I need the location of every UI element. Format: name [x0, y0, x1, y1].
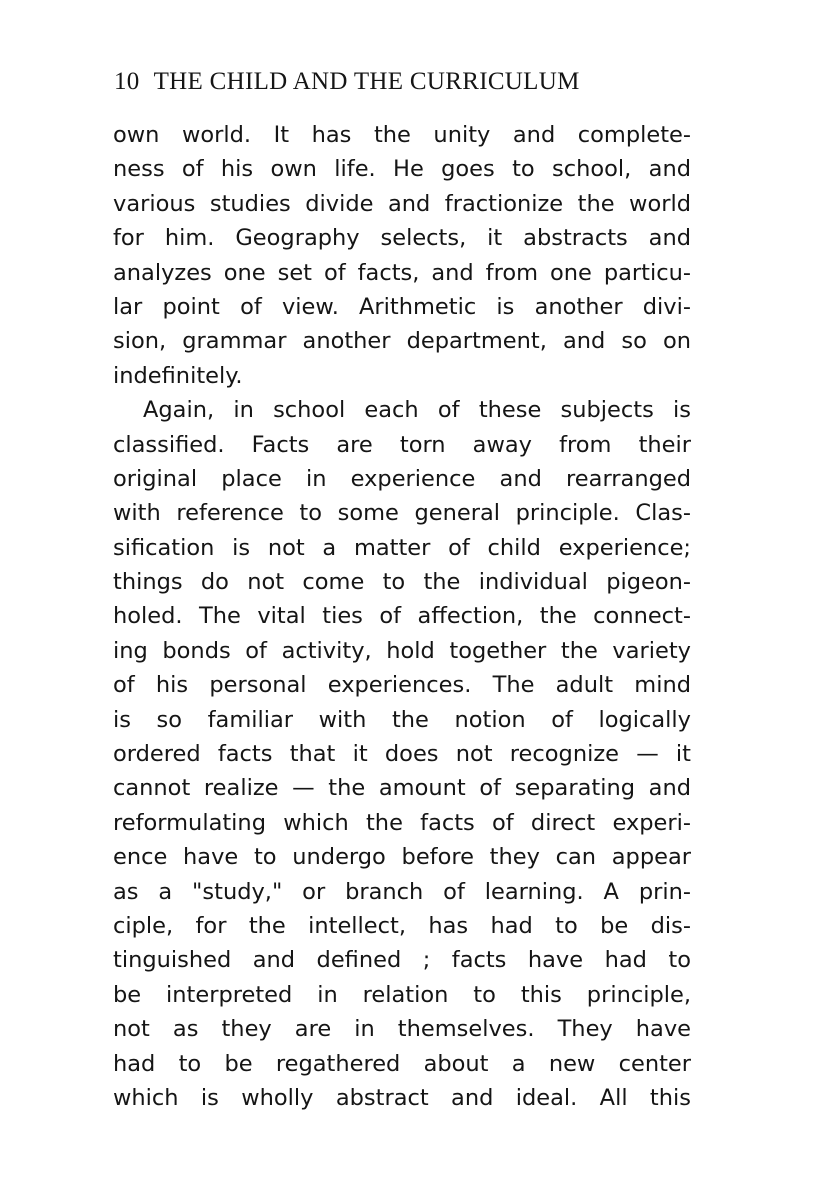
text-line: various studies divide and fractionize the world [113, 190, 691, 217]
text-line: for him. Geography selects, it abstracts and [113, 225, 691, 252]
text-line: things do not come to the individual pigeon- [113, 569, 691, 596]
text-line: which is wholly abstract and ideal. All this [113, 1084, 691, 1111]
text-line: ciple, for the intellect, has had to be dis- [113, 912, 691, 939]
paragraph-first-line: Again, in school each of these subjects is [143, 397, 691, 424]
body-text [113, 118, 691, 1115]
text-line: reformulating which the facts of direct experi- [113, 809, 691, 836]
text-line: sification is not a matter of child experience; [113, 534, 691, 561]
text-line: ness of his own life. He goes to school, and [113, 156, 691, 183]
running-head [114, 64, 714, 100]
text-line: cannot realize — the amount of separating and [113, 775, 691, 802]
text-line: ing bonds of activity, hold together the variety [113, 637, 691, 664]
text-line: as a "study," or branch of learning. A prin- [113, 878, 691, 905]
page-number: 10 [114, 68, 140, 95]
text-line: lar point of view. Arithmetic is another divi- [113, 293, 691, 320]
text-line: analyzes one set of facts, and from one particu- [113, 259, 691, 286]
text-line: indefinitely. [113, 362, 243, 389]
text-line: not as they are in themselves. They have [113, 1016, 691, 1043]
text-line: own world. It has the unity and complete- [113, 122, 691, 148]
text-line: tinguished and defined ; facts have had to [113, 947, 691, 974]
text-line: original place in experience and rearranged [113, 465, 691, 492]
text-line: had to be regathered about a new center [113, 1050, 691, 1077]
text-line: with reference to some general principle. Clas- [113, 500, 691, 527]
text-line: holed. The vital ties of affection, the connect- [113, 603, 691, 630]
text-line: ence have to undergo before they can appear [113, 844, 691, 871]
text-line: sion, grammar another department, and so on [113, 328, 691, 355]
text-line: classified. Facts are torn away from their [113, 431, 691, 458]
text-line: is so familiar with the notion of logically [113, 706, 691, 733]
text-line: of his personal experiences. The adult mind [113, 672, 691, 699]
text-line: be interpreted in relation to this principle, [113, 981, 691, 1008]
running-title: THE CHILD AND THE CURRICULUM [153, 68, 580, 95]
text-line: ordered facts that it does not recognize — it [113, 741, 691, 768]
